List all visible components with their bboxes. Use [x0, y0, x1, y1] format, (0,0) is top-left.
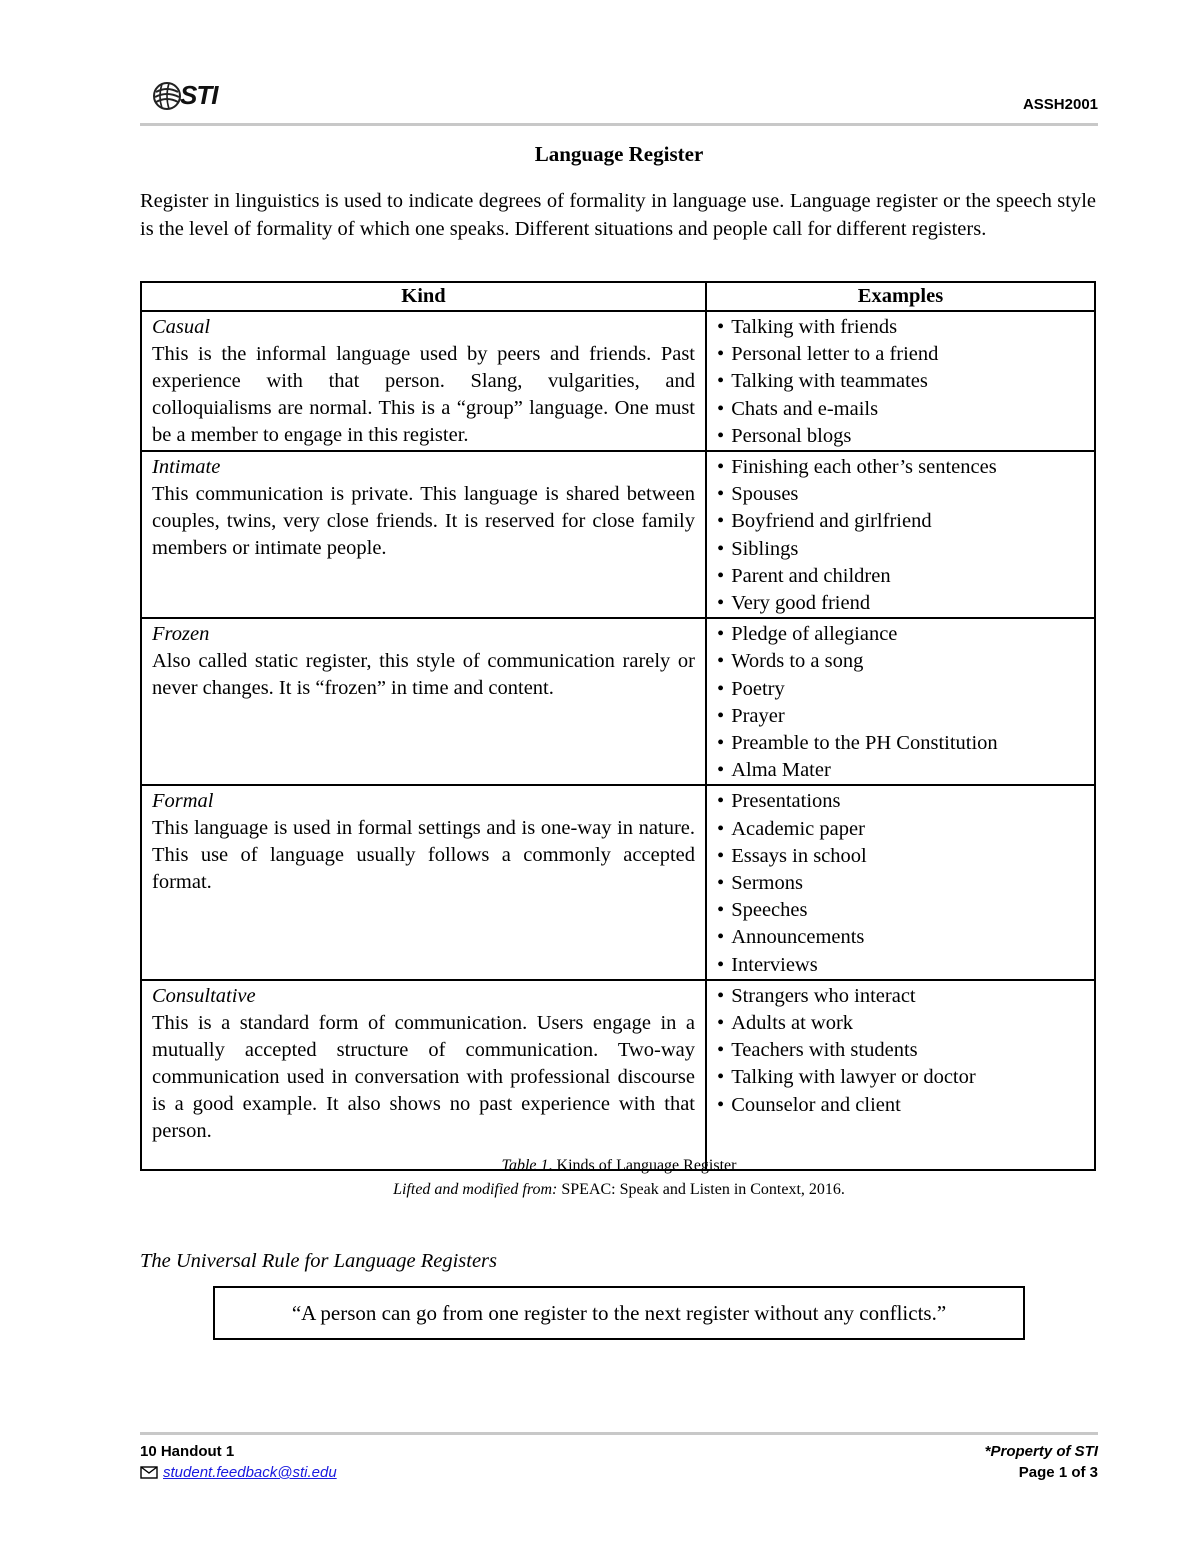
list-item: • Talking with lawyer or doctor: [717, 1064, 1086, 1091]
kind-description: This is a standard form of communication. Users engage in a mutually accepted structure of communication. Two-way communication used in conversation with professional discourse is a good example. It also shows no past experience with that person.: [152, 1011, 695, 1142]
list-item: • Strangers who interact: [717, 983, 1086, 1010]
sti-globe-icon: [152, 81, 182, 111]
list-item: • Personal blogs: [717, 423, 1086, 450]
list-item: • Teachers with students: [717, 1037, 1086, 1064]
source-caption: [140, 1181, 1098, 1199]
list-item: • Academic paper: [717, 816, 1086, 843]
kind-description: This communication is private. This language is shared between couples, twins, very close friends. It is reserved for close family members or intimate people.: [152, 483, 695, 560]
logo-text: STI: [180, 80, 218, 110]
examples-cell: [706, 785, 1095, 979]
kind-cell: [141, 311, 706, 451]
header-divider: [140, 123, 1098, 126]
list-item: • Adults at work: [717, 1010, 1086, 1037]
page-number: Page 1 of 3: [1018, 1464, 1098, 1481]
list-item: • Prayer: [717, 703, 1086, 730]
examples-cell: [706, 311, 1095, 451]
kind-description: Also called static register, this style of communication rarely or never changes. It is “frozen” in time and content.: [152, 650, 695, 700]
property-label: *Property of STI: [984, 1443, 1098, 1460]
course-code: ASSH2001: [1022, 96, 1098, 113]
column-header-kind: Kind: [141, 282, 706, 311]
kind-name: Casual: [152, 316, 211, 338]
table-row: [141, 311, 1095, 451]
table-row: [141, 980, 1095, 1170]
list-item: • Essays in school: [717, 843, 1086, 870]
kind-cell: [141, 451, 706, 618]
page-title: Language Register: [534, 142, 704, 166]
source-text: SPEAC: Speak and Listen in Context, 2016.: [557, 1181, 845, 1198]
list-item: • Spouses: [717, 481, 1086, 508]
list-item: • Presentations: [717, 788, 1086, 815]
kind-cell: [141, 785, 706, 979]
kind-name: Consultative: [152, 984, 256, 1007]
footer-divider: [140, 1432, 1098, 1435]
list-item: • Poetry: [717, 676, 1086, 703]
list-item: • Alma Mater: [717, 757, 1086, 784]
footer-left: [140, 1441, 337, 1483]
table-row: [141, 618, 1095, 785]
list-item: • Boyfriend and girlfriend: [717, 508, 1086, 535]
examples-cell: [706, 451, 1095, 618]
examples-list: [717, 983, 1086, 1119]
quote-box: “A person can go from one register to the next register without any conflicts.”: [213, 1286, 1025, 1340]
feedback-email-link[interactable]: student.feedback@sti.edu: [163, 1464, 337, 1481]
table-row: [141, 451, 1095, 618]
feedback-line: [140, 1462, 337, 1483]
list-item: • Talking with friends: [717, 314, 1086, 341]
list-item: • Finishing each other’s sentences: [717, 454, 1086, 481]
kind-name: Intimate: [152, 456, 221, 479]
kind-cell: [141, 618, 706, 785]
list-item: • Chats and e-mails: [717, 396, 1086, 423]
kind-name: Frozen: [152, 623, 210, 646]
list-item: • Very good friend: [717, 590, 1086, 617]
source-label: Lifted and modified from:: [393, 1181, 558, 1198]
list-item: • Preamble to the PH Constitution: [717, 730, 1086, 757]
intro-paragraph: Register in linguistics is used to indicate degrees of formality in language use. Language register or the speech style is the level of formality of which one speaks. Different situations and people call for different registers.: [140, 190, 1096, 240]
list-item: • Personal letter to a friend: [717, 341, 1086, 368]
examples-cell: [706, 980, 1095, 1170]
examples-list: [717, 621, 1086, 784]
list-item: • Announcements: [717, 924, 1086, 951]
page-header: [140, 76, 1098, 126]
list-item: • Talking with teammates: [717, 368, 1086, 395]
list-item: • Siblings: [717, 536, 1086, 563]
kind-description: This language is used in formal settings and is one-way in nature. This use of language usually follows a commonly accepted format.: [152, 817, 695, 894]
list-item: • Pledge of allegiance: [717, 621, 1086, 648]
kind-cell: [141, 980, 706, 1170]
table-row: [141, 785, 1095, 979]
list-item: • Counselor and client: [717, 1092, 1086, 1119]
examples-list: [717, 314, 1086, 450]
examples-cell: [706, 618, 1095, 785]
table-caption-text: . Kinds of Language Register: [548, 1157, 737, 1174]
table-caption: [140, 1157, 1098, 1175]
column-header-examples: Examples: [706, 282, 1095, 311]
table-label: Table 1: [501, 1157, 549, 1174]
footer-right: [985, 1441, 1098, 1483]
list-item: • Words to a song: [717, 648, 1086, 675]
handout-label: 10 Handout 1: [140, 1443, 235, 1460]
sti-logo: [152, 80, 217, 111]
list-item: • Interviews: [717, 952, 1086, 979]
table-header-row: [141, 282, 1095, 311]
section-heading: The Universal Rule for Language Registers: [140, 1250, 498, 1272]
envelope-icon: [140, 1466, 158, 1479]
kind-name: Formal: [152, 790, 214, 813]
examples-list: [717, 788, 1086, 978]
list-item: • Speeches: [717, 897, 1086, 924]
list-item: • Sermons: [717, 870, 1086, 897]
list-item: • Parent and children: [717, 563, 1086, 590]
examples-list: [717, 454, 1086, 617]
kind-description: This is the informal language used by peers and friends. Past experience with that person. Slang, vulgarities, and colloquialisms are normal. This is a “group” language. One must be a member to engage in this register.: [152, 343, 695, 446]
language-register-table: [140, 281, 1096, 1171]
